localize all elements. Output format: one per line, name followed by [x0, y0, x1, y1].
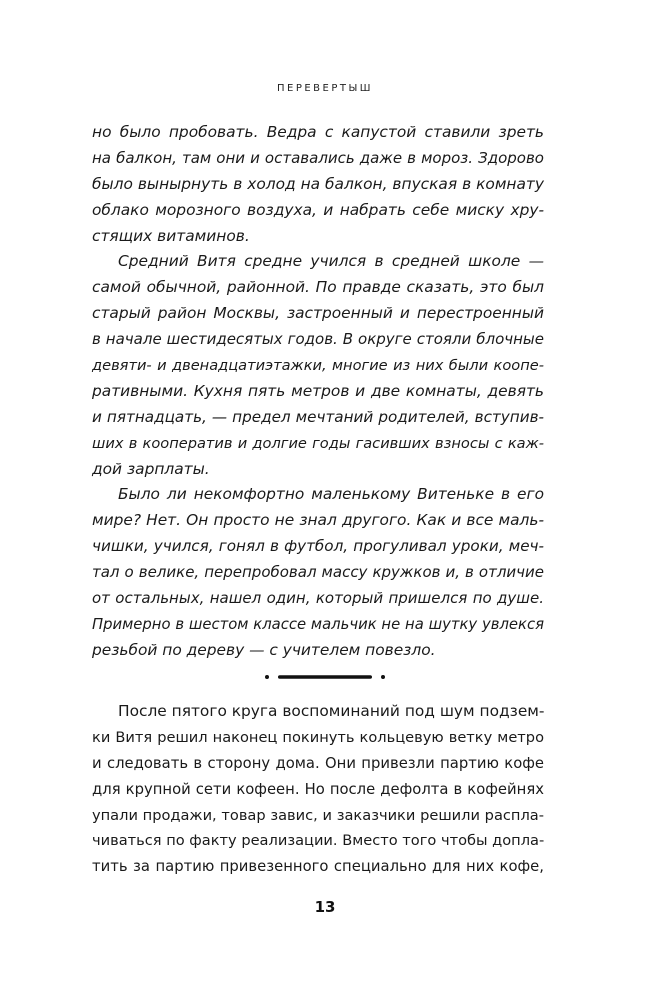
italic-text-block — [92, 120, 544, 664]
text-line: и следовать в сторону дома. Они привезли партию кофе — [92, 754, 544, 772]
text-line: ших в кооператив и долгие годы гасивших взносы с каж- — [92, 434, 544, 452]
text-line: от остальных, нашел один, который пришелся по душе. — [92, 589, 544, 608]
text-line: дой зарплаты. — [92, 459, 210, 478]
text-line: Примерно в шестом классе мальчик не на шутку увлекся — [92, 615, 544, 633]
text-line: ративными. Кухня пять метров и две комнаты, девять — [92, 381, 544, 400]
text-line: облако морозного воздуха, и набрать себе миску хру- — [92, 200, 544, 219]
section-separator — [0, 672, 650, 682]
text-line: мире? Нет. Он просто не знал другого. Как и все маль- — [92, 511, 544, 530]
text-line: тить за партию привезенного специально для них кофе, — [92, 858, 544, 876]
text-line: но было пробовать. Ведра с капустой ставили зреть — [92, 123, 544, 141]
text-line: самой обычной, районной. По правде сказать, это был — [92, 278, 544, 297]
text-line: чиваться по факту реализации. Вместо того чтобы допла- — [92, 832, 545, 850]
text-line: резьбой по дереву — с учителем повезло. — [92, 640, 436, 659]
text-line: в начале шестидесятых годов. В округе стояли блочные — [92, 330, 544, 349]
separator-ornament-icon — [264, 672, 386, 682]
text-line: и пятнадцать, — предел мечтаний родителей, вступив- — [92, 407, 544, 426]
running-head: ПЕРЕВЕРТЫШ — [276, 83, 374, 94]
text-line: Средний Витя средне учился в средней школе — — [118, 252, 544, 271]
text-line: тал о велике, перепробовал массу кружков и, в отличие — [92, 563, 544, 582]
text-line: старый район Москвы, застроенный и перестроенный — [92, 304, 544, 323]
text-line: на балкон, там они и оставались даже в мороз. Здорово — [92, 148, 544, 167]
text-line: Было ли некомфортно маленькому Витеньке в его — [118, 485, 544, 504]
text-line: ки Витя решил наконец покинуть кольцевую ветку метро — [92, 728, 544, 746]
text-line: было вынырнуть в холод на балкон, впуская в комнату — [92, 174, 544, 193]
page-number: 13 — [314, 898, 336, 916]
text-line: девяти- и двенадцатиэтажки, многие из них были коопе- — [92, 357, 544, 375]
text-line: После пятого круга воспоминаний под шум подзем- — [118, 702, 545, 720]
text-line: чишки, учился, гонял в футбол, прогуливал уроки, меч- — [92, 537, 544, 556]
roman-text-block — [92, 699, 544, 880]
text-line: упали продажи, товар завис, и заказчики решили распла- — [92, 806, 544, 824]
text-line: для крупной сети кофеен. Но после дефолта в кофейнях — [92, 780, 544, 798]
text-line: стящих витаминов. — [92, 226, 250, 245]
